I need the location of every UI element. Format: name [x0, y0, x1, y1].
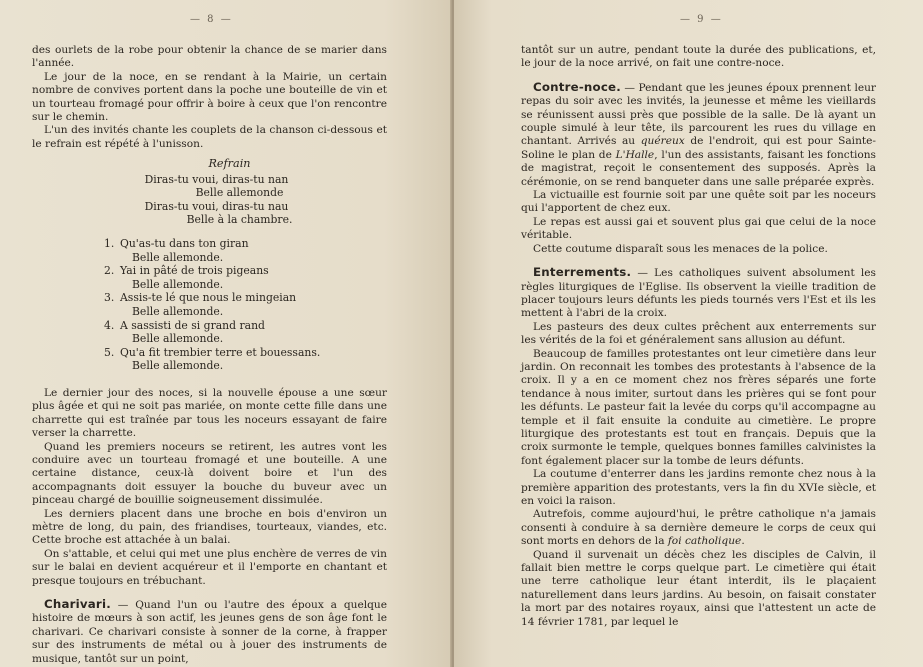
right-page-text: [521, 44, 876, 629]
italic-term: foi catholique: [667, 535, 742, 548]
section-enterrements: [521, 266, 876, 321]
italic-term: L'Halle: [615, 148, 655, 161]
verse-line: [104, 264, 387, 278]
right-page: [454, 0, 923, 667]
section-text: , l'un des assistants, faisant les fonctions de magistrat, reçoit le consentement des supposés. Après la cérémonie, on se rend banqueter dans une salle préparée exprès.: [521, 148, 876, 188]
verse-line: [104, 237, 387, 251]
verse-refrain: Belle allemonde.: [132, 359, 224, 373]
page-number: — 9 —: [680, 14, 723, 25]
left-page-text: [32, 44, 387, 666]
refrain-title: Refrain: [208, 157, 251, 171]
section-contre-noce: [521, 81, 876, 189]
paragraph: Le dernier jour des noces, si la nouvelle épouse a une sœur plus âgée et qui ne soit pas mariée, on monte cette fille dans une charrette qui est traînée par tous les noceurs essayant de faire verser la charrette.: [32, 386, 387, 440]
paragraph-text: .: [741, 535, 745, 548]
paragraph: La victuaille est fournie soit par une quête soit par les noceurs qui l'apportent de chez eux.: [521, 189, 876, 215]
italic-term: quéreux: [640, 135, 685, 148]
paragraph: Quand il survenait un décès chez les disciples de Calvin, il fallait bien mettre le corps quelque part. Le cimetière qui était une terre catholique leur étant interdit, ils le plaçaient naturellement dans leurs jardins. Au besoin, on faisait constater la mort par des notaires royaux, ainsi que l'attestent un acte de 14 février 1781, par lequel le: [521, 548, 876, 628]
verse-number: 4.: [104, 318, 115, 332]
paragraph: Le repas est aussi gai et souvent plus gai que celui de la noce véritable.: [521, 215, 876, 242]
verse-refrain: Belle allemonde.: [132, 305, 224, 318]
refrain: [32, 173, 387, 227]
verse-number: 3.: [104, 291, 115, 305]
section-text: de l'endroit, qui est pour Sainte-Soline le plan de: [521, 135, 877, 161]
section-text: — Pendant que les jeunes époux prennent leur repas du soir avec les invités, la jeunesse et même les vieillards se réunissent aussi près que possible de la salle. De là ayant un couple simulé à leur tête, ils parcourent les rues du village en chantant. Arrivés au: [521, 81, 876, 148]
paragraph: [521, 508, 876, 548]
verse-line: [104, 346, 387, 360]
verse-refrain: Belle allemonde.: [132, 277, 224, 291]
refrain-line: Diras-tu voui, diras-tu nau: [144, 199, 289, 213]
paragraph: tantôt sur un autre, pendant toute la durée des publications, et, le jour de la noce arrivé, on fait une contre-noce.: [521, 44, 876, 70]
page-number: — 8 —: [190, 14, 233, 25]
verse-line: [104, 319, 387, 333]
verse-line: [104, 291, 387, 305]
section-charivari: [32, 598, 387, 666]
section-heading: Contre-noce.: [533, 79, 621, 94]
paragraph: Cette coutume disparaît sous les menaces de la police.: [533, 242, 828, 255]
verse-text: Qu'a fit trembier terre et bouessans.: [120, 345, 321, 359]
verse-number: 5.: [104, 345, 115, 359]
paragraph: L'un des invités chante les couplets de la chanson ci-dessous et le refrain est répété à l'unisson.: [32, 124, 387, 150]
verse-number: 1.: [104, 237, 115, 251]
song-verses: [104, 237, 387, 373]
paragraph: Les pasteurs des deux cultes prêchent aux enterrements sur les vérités de la foi et généralement sans allusion au défunt.: [521, 320, 876, 347]
verse-text: Yai in pâté de trois pigeans: [120, 264, 269, 278]
verse-refrain: Belle allemonde.: [132, 332, 224, 346]
verse-text: Assis-te lé que nous le mingeian: [120, 291, 297, 305]
verse-refrain: Belle allemonde.: [132, 250, 224, 264]
paragraph: Le jour de la noce, en se rendant à la Mairie, un certain nombre de convives portent dans la poche une bouteille de vin et un tourteau fromagé pour offrir à boire à ceux que l'on rencontre sur le chemin.: [32, 70, 387, 124]
verse-number: 2.: [104, 264, 115, 278]
paragraph: Quand les premiers noceurs se retirent, les autres vont les conduire avec un tourteau fromagé et une bouteille. A une certaine distance, ceux-là doivent boire et l'un des accompagnants doit essuyer la bouche du buveur avec un pinceau chargé de bouillie soigneusement dissimulée.: [32, 440, 387, 507]
paragraph: On s'attable, et celui qui met une plus enchère de verres de vin sur le balai en devient acquéreur et il l'emporte en chantant et presque toujours en trébuchant.: [32, 547, 387, 587]
section-heading: Charivari.: [44, 597, 111, 612]
refrain-line: Belle à la chambre.: [186, 213, 293, 227]
paragraph: Les derniers placent dans une broche en bois d'environ un mètre de long, du pain, des friandises, tourteaux, viandes, etc. Cette broche est attachée à un balai.: [32, 507, 387, 547]
paragraph-text: Autrefois, comme aujourd'hui, le prêtre catholique n'a jamais consenti à conduire à sa dernière demeure le corps de ceux qui sont morts en dehors de la: [521, 508, 876, 548]
paragraph: des ourlets de la robe pour obtenir la chance de se marier dans l'année.: [32, 44, 387, 70]
paragraph: Beaucoup de familles protestantes ont leur cimetière dans leur jardin. On reconnait les tombes des protestants à l'absence de la croix. Il y a en ce moment chez nos frères séparés une forte tendance à nous imiter, surtout dans les prières qui se font pour les défunts. Le pasteur fait la levée du corps qu'il accompagne au temple et il fait ensuite la conduite au cimetière. Le propre liturgique des protestants est tout en français. Depuis que la croix surmonte le temple, quelques bonnes familles calvinistes la font également placer sur la tombe de leurs défunts.: [521, 347, 876, 467]
refrain-line: Belle allemonde: [195, 186, 284, 200]
verse-text: A sassisti de si grand rand: [120, 318, 265, 332]
section-heading: Enterrements.: [533, 265, 632, 280]
left-page: [0, 0, 452, 667]
paragraph: La coutume d'enterrer dans les jardins remonte chez nous à la première apparition des protestants, vers la fin du XVIe siècle, et en voici la raison.: [521, 468, 876, 507]
verse-text: Qu'as-tu dans ton giran: [120, 237, 249, 251]
section-text: — Quand l'un ou l'autre des époux a quelque histoire de mœurs à son actif, les jeunes gens de son âge font le charivari. Ce charivari consiste à sonner de la corne, à frapper sur des instruments de métal ou à jouer des instruments de musique, tantôt sur un point,: [32, 599, 387, 665]
refrain-line: Diras-tu voui, diras-tu nan: [144, 172, 289, 186]
section-text: — Les catholiques suivent absolument les règles liturgiques de l'Eglise. Ils observent la vieille tradition de placer toujours leurs défunts les pieds tournés vers l'Est et ils les mettent à l'abri de la croix.: [521, 267, 876, 320]
